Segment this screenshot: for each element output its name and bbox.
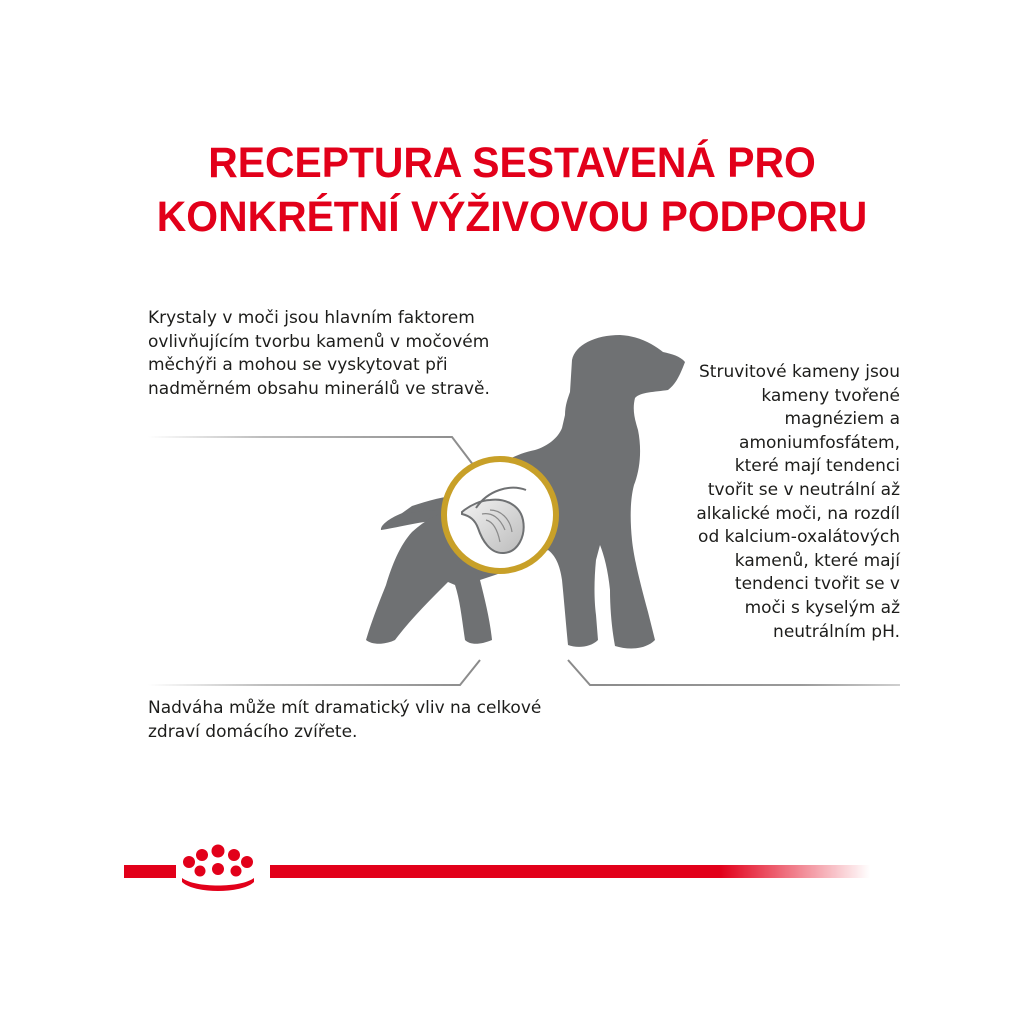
royal-canin-crown-icon — [182, 845, 254, 892]
title-line-2: KONKRÉTNÍ VÝŽIVOVOU PODPORU — [156, 193, 868, 241]
callout-weight: Nadváha může mít dramatický vliv na celkové zdraví domácího zvířete. — [148, 698, 542, 742]
brand-band-right — [270, 865, 870, 878]
callout-crystals: Krystaly v moči jsou hlavním faktorem ovlivňujícím tvorbu kamenů v močovém měchýři a mohou se vyskytovat při nadměrném obsahu minerálů ve stravě. — [148, 308, 490, 399]
callout-struvite: Struvitové kameny jsou kameny tvořené magnéziem a amoniumfosfátem, které mají tendenci tvořit se v neutrální až alkalické moči, na rozdíl od kalcium-oxalátových kamenů, které mají tendenci tvořit se v moči s kyselým až neutrálním pH. — [696, 362, 900, 642]
title-line-1: RECEPTURA SESTAVENÁ PRO — [208, 139, 816, 187]
brand-band-left — [124, 865, 176, 878]
